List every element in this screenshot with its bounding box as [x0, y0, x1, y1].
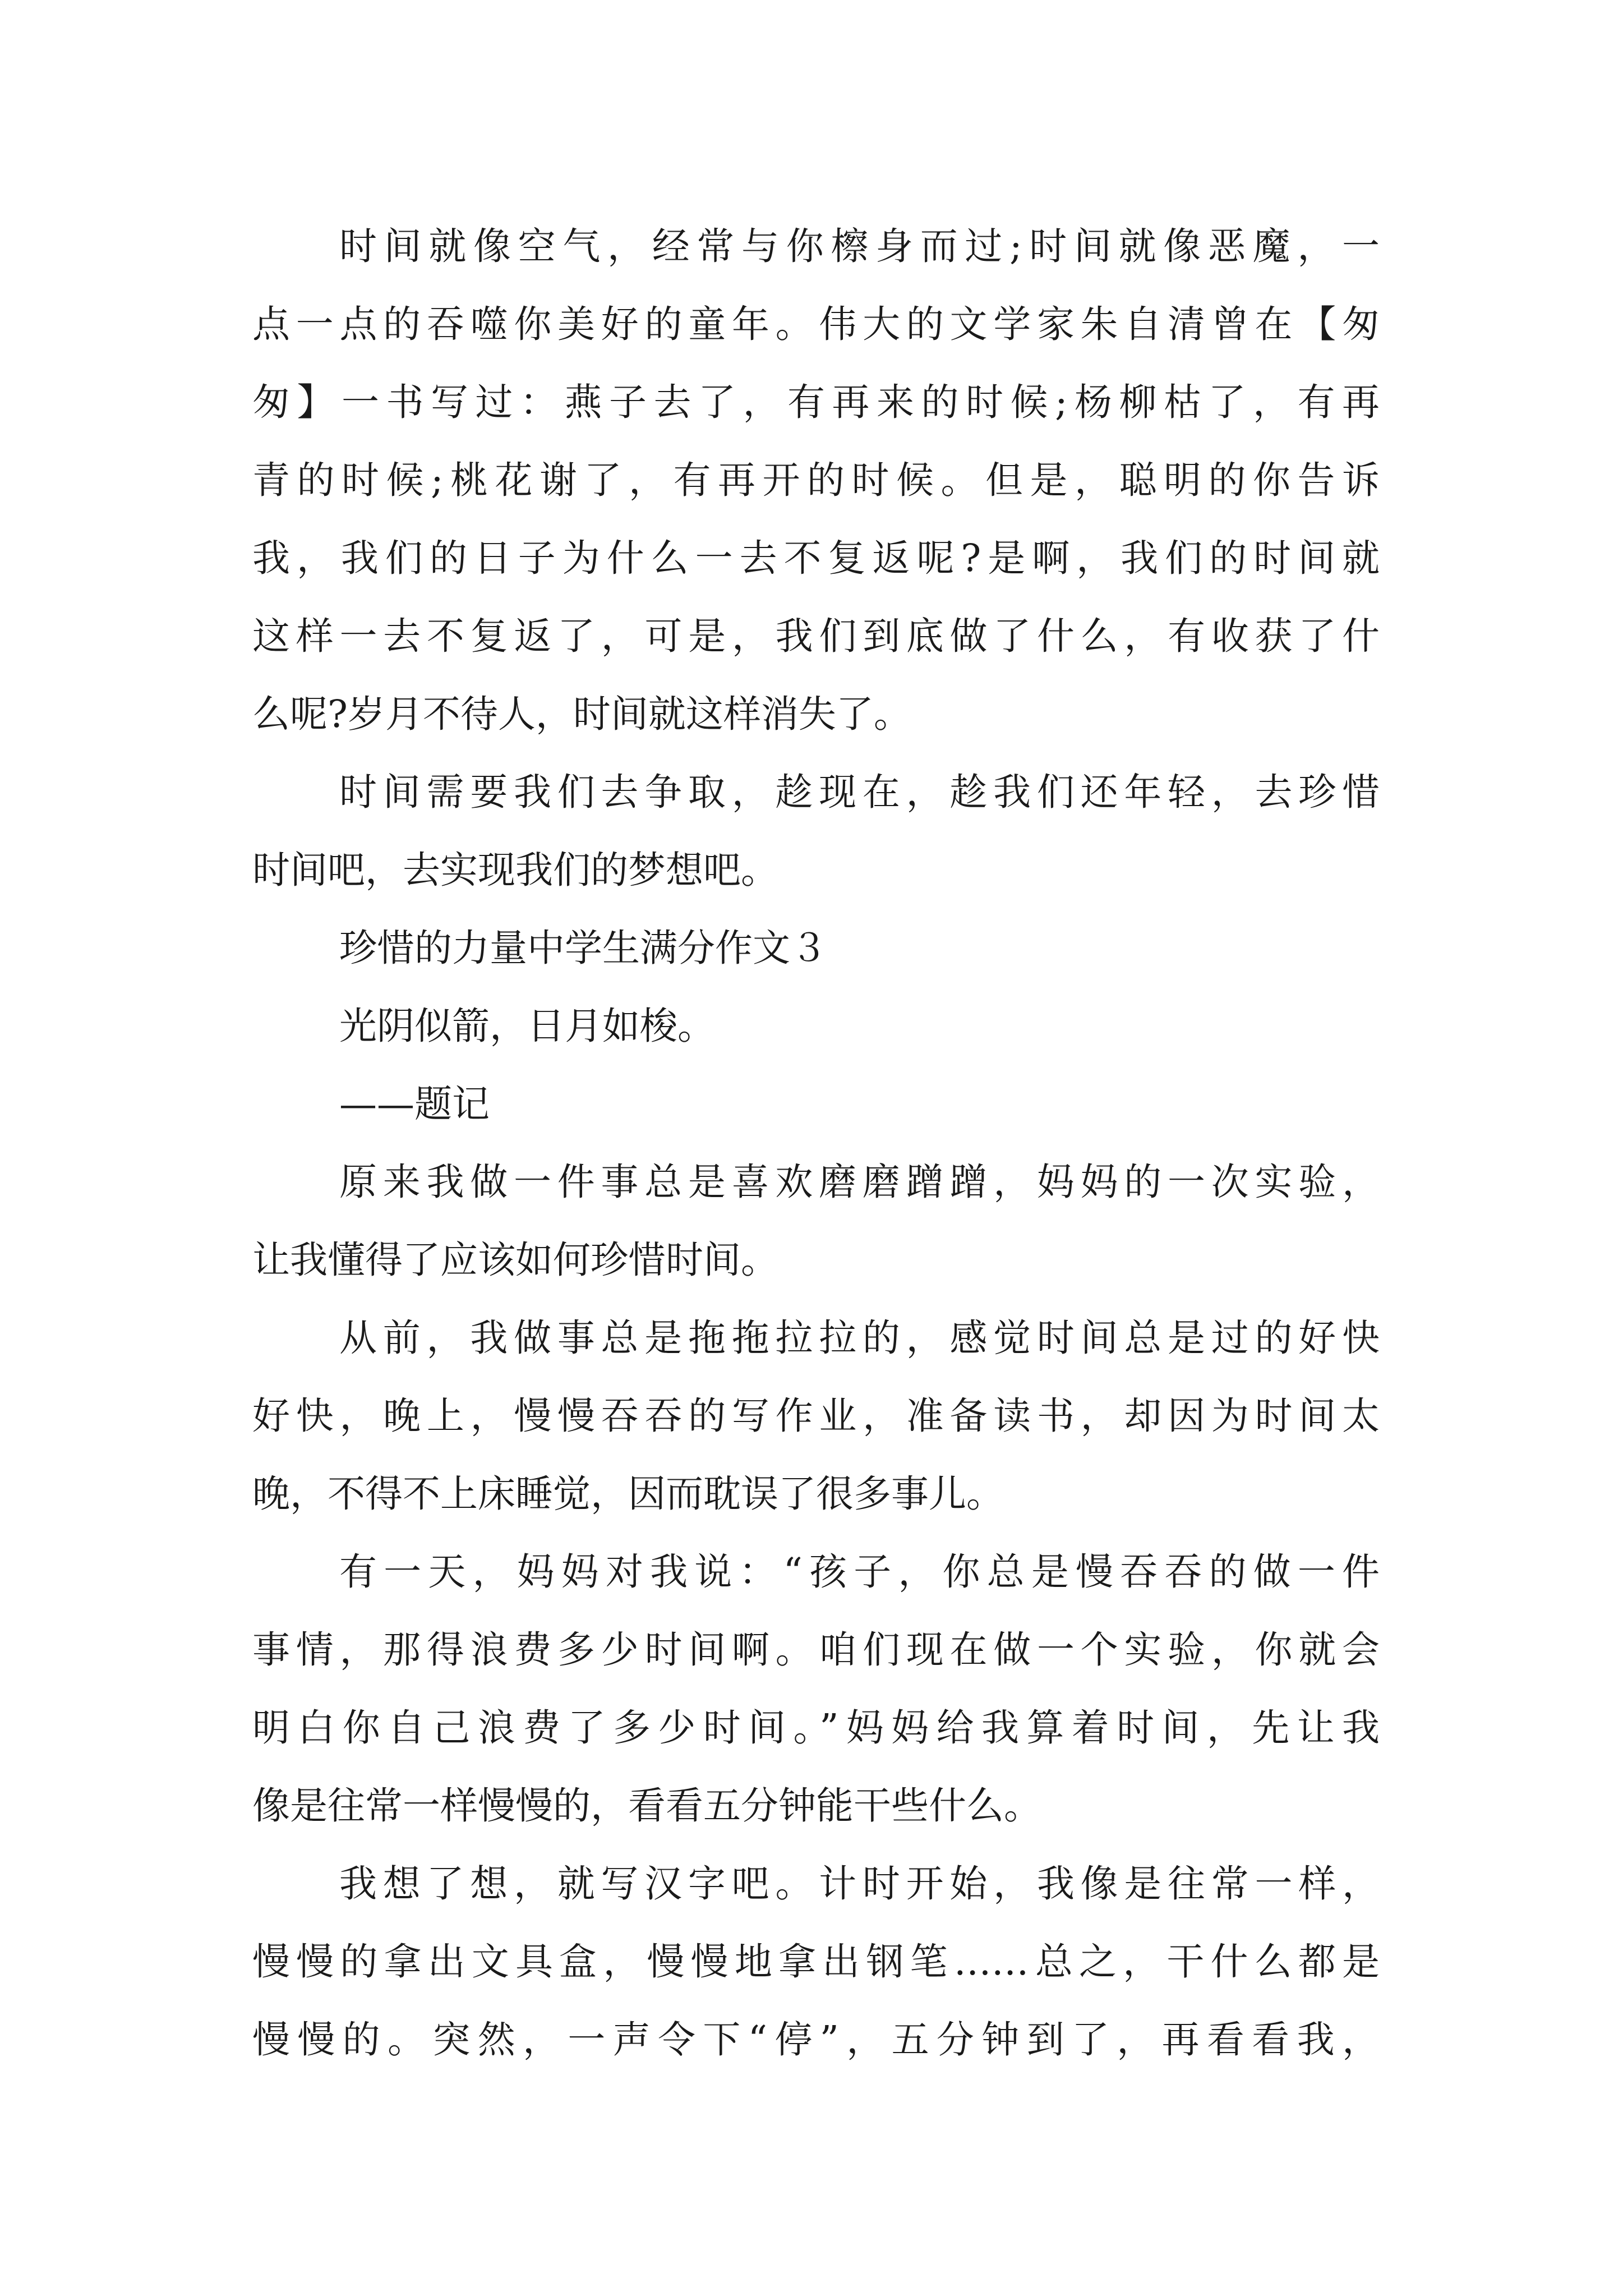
- epigraph-attribution: [252, 1065, 1380, 1143]
- text-line: 时间吧，去实现我们的梦想吧。: [252, 848, 778, 892]
- text-line: 明白你自己浪费了多少时间。”妈妈给我算着时间，先让我: [252, 1706, 1380, 1750]
- epigraph: [252, 987, 1380, 1065]
- text-line: 我想了想，就写汉字吧。计时开始，我像是往常一样，: [339, 1862, 1380, 1906]
- essay-title: [252, 909, 1380, 987]
- text-line: 事情，那得浪费多少时间啊。咱们现在做一个实验，你就会: [252, 1628, 1380, 1672]
- paragraph: [252, 753, 1380, 909]
- text-line: 时间需要我们去争取，趁现在，趁我们还年轻，去珍惜: [339, 770, 1380, 814]
- text-line: 这样一去不复返了，可是，我们到底做了什么，有收获了什: [252, 614, 1380, 658]
- text-line: 晚，不得不上床睡觉，因而耽误了很多事儿。: [252, 1472, 1004, 1516]
- text-line: 珍惜的力量中学生满分作文３: [339, 926, 828, 970]
- paragraph: [252, 208, 1380, 753]
- text-line: 慢慢的拿出文具盒，慢慢地拿出钢笔……总之，干什么都是: [252, 1940, 1380, 1984]
- text-line: 匆】一书写过：燕子去了，有再来的时候;杨柳枯了，有再: [252, 380, 1380, 424]
- text-line: 好快，晚上，慢慢吞吞的写作业，准备读书，却因为时间太: [252, 1394, 1380, 1438]
- paragraph: [252, 1533, 1380, 1845]
- paragraph: [252, 1299, 1380, 1533]
- text-line: 原来我做一件事总是喜欢磨磨蹭蹭，妈妈的一次实验，: [339, 1160, 1380, 1204]
- paragraph: [252, 1845, 1380, 2079]
- paragraph: [252, 1143, 1380, 1299]
- text-line: 光阴似箭，日月如梭。: [339, 1004, 715, 1048]
- text-line: 从前，我做事总是拖拖拉拉的，感觉时间总是过的好快: [339, 1316, 1380, 1360]
- text-line: 青的时候;桃花谢了，有再开的时候。但是，聪明的你告诉: [252, 458, 1380, 502]
- text-line: 时间就像空气，经常与你檫身而过;时间就像恶魔，一: [339, 224, 1380, 268]
- document-body: [252, 208, 1380, 2079]
- text-line: 慢慢的。突然，一声令下“停”，五分钟到了，再看看我，: [252, 2018, 1380, 2062]
- text-line: 有一天，妈妈对我说：“孩子，你总是慢吞吞的做一件: [339, 1550, 1380, 1594]
- text-line: 像是往常一样慢慢的，看看五分钟能干些什么。: [252, 1784, 1041, 1828]
- text-line: 点一点的吞噬你美好的童年。伟大的文学家朱自清曾在【匆: [252, 302, 1380, 346]
- text-line: 让我懂得了应该如何珍惜时间。: [252, 1238, 778, 1282]
- text-line: ——题记: [339, 1082, 490, 1126]
- text-line: 么呢?岁月不待人，时间就这样消失了。: [252, 692, 911, 736]
- text-line: 我，我们的日子为什么一去不复返呢?是啊，我们的时间就: [252, 536, 1380, 580]
